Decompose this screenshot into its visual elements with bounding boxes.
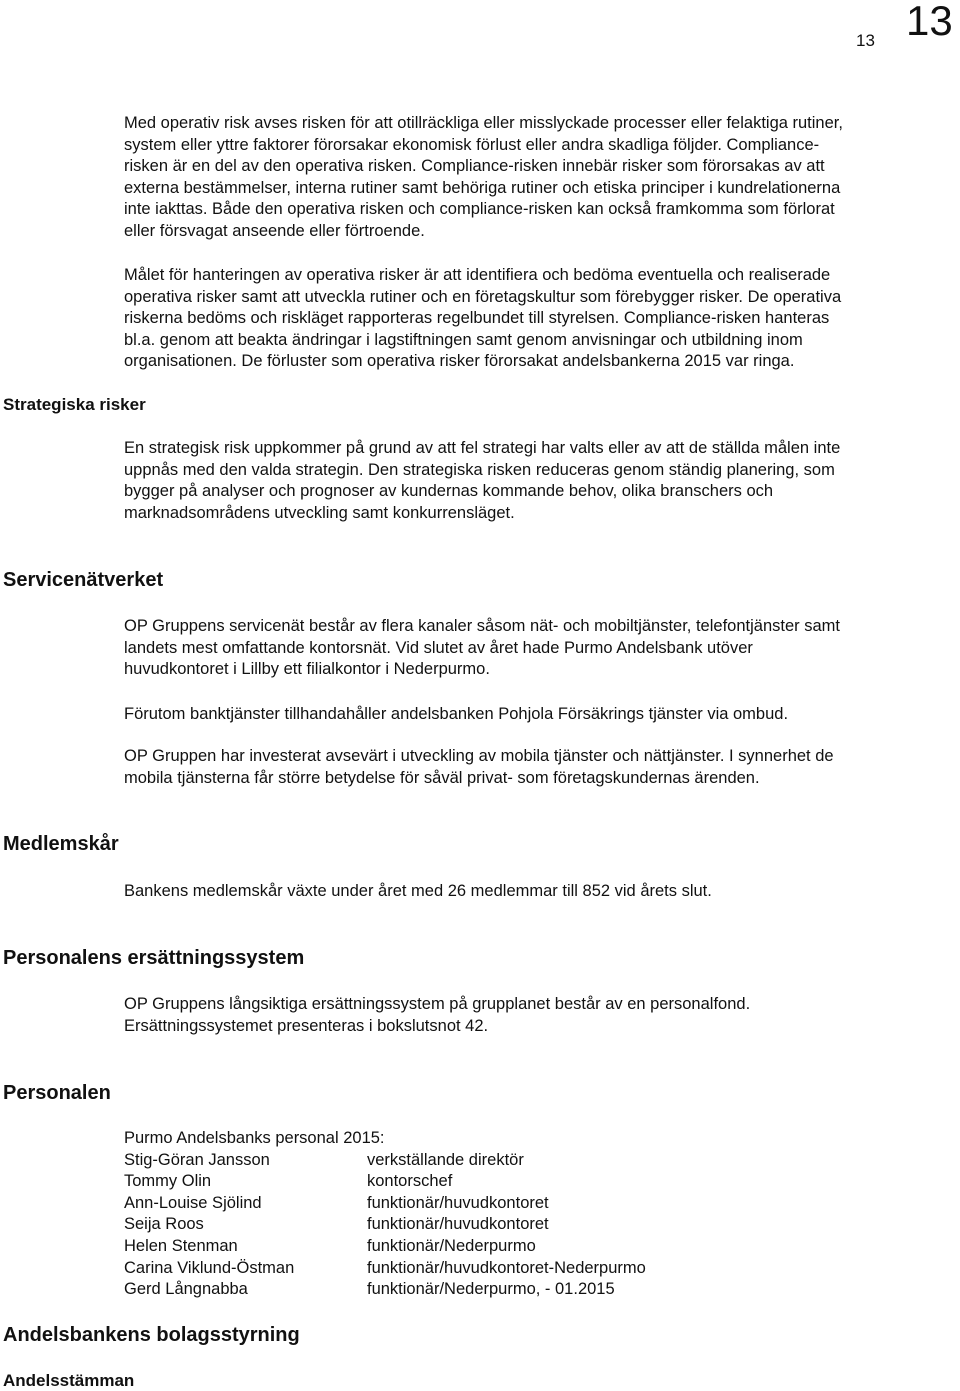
text-line: Bankens medlemskår växte under året med 26 medlemmar till 852 vid årets slut. <box>124 882 712 900</box>
staff-name: Tommy Olin <box>124 1172 212 1190</box>
staff-title: funktionär/Nederpurmo, - 01.2015 <box>367 1280 615 1298</box>
compensation-paragraph <box>124 994 950 1037</box>
service-network-paragraph-2 <box>124 704 950 726</box>
text-line: huvudkontoret i Lillby ett filialkontor i Nederpurmo. <box>124 660 490 678</box>
page-number-large: 13 <box>906 0 953 44</box>
operational-risk-paragraph-2 <box>124 265 950 373</box>
text-line: inte iakttas. Både den operativa risken och compliance-risken kan också framkomma som förlorat <box>124 200 835 218</box>
text-line: Målet för hanteringen av operativa risker är att identifiera och bedöma eventuella och realiserade <box>124 266 831 284</box>
staff-title: kontorschef <box>367 1172 453 1190</box>
service-network-paragraph-3 <box>124 746 950 789</box>
page-number-small: 13 <box>856 31 875 50</box>
text-line: bygger på analyser och prognoser av kundernas kommande behov, olika branschers och <box>124 482 774 500</box>
staff-intro <box>124 1128 950 1150</box>
staff-name: Carina Viklund-Östman <box>124 1259 295 1277</box>
text-line: Förutom banktjänster tillhandahåller andelsbanken Pohjola Försäkrings tjänster via ombud. <box>124 705 789 723</box>
staff-name: Stig-Göran Jansson <box>124 1151 270 1169</box>
staff-title: verkställande direktör <box>367 1151 524 1169</box>
text-line: OP Gruppens långsiktiga ersättningssystem på grupplanet består av en personalfond. <box>124 995 751 1013</box>
text-line: eller försvagat anseende eller förtroende. <box>124 221 425 240</box>
text-line: OP Gruppen har investerat avsevärt i utveckling av mobila tjänster och nättjänster. I synnerhet de <box>124 747 834 765</box>
operational-risk-paragraph-1 <box>124 113 950 242</box>
general-meeting-subheading: Andelsstämman <box>3 1371 135 1390</box>
strategic-risk-paragraph <box>124 438 950 524</box>
staff-name: Seija Roos <box>124 1215 204 1233</box>
text-line: Ersättningssystemet presenteras i bokslutsnot 42. <box>124 1016 489 1035</box>
governance-heading: Andelsbankens bolagsstyrning <box>3 1324 300 1346</box>
text-line: marknadsområdens utveckling samt konkurrensläget. <box>124 503 515 522</box>
text-line: risken är en del av den operativa risken. Compliance-risken innebär risker som förorsakas av att <box>124 157 825 175</box>
text-line: externa bestämmelser, interna rutiner samt behöriga rutiner och etiska principer i kundrelationerna <box>124 178 841 197</box>
service-network-paragraph-1 <box>124 616 950 681</box>
staff-title: funktionär/huvudkontoret <box>367 1194 549 1212</box>
text-line: system eller yttre faktorer förorsakar ekonomisk förlust eller andra skadliga följder. Compliance- <box>124 135 820 154</box>
text-line: organisationen. De förluster som operativa risker förorsakat andelsbankerna 2015 var ringa. <box>124 352 795 370</box>
text-line: Purmo Andelsbanks personal 2015: <box>124 1129 385 1147</box>
staff-name: Gerd Långnabba <box>124 1280 248 1298</box>
staff-heading: Personalen <box>3 1082 111 1104</box>
text-line: operativa risker samt att utveckla rutiner och en företagskultur som förebygger risker. De operativa <box>124 287 842 306</box>
membership-paragraph <box>124 881 950 903</box>
staff-title: funktionär/Nederpurmo <box>367 1237 536 1255</box>
text-line: landets mest omfattande kontorsnät. Vid slutet av året hade Purmo Andelsbank utöver <box>124 638 753 657</box>
staff-title: funktionär/huvudkontoret-Nederpurmo <box>367 1259 646 1277</box>
compensation-heading: Personalens ersättningssystem <box>3 947 305 969</box>
staff-title: funktionär/huvudkontoret <box>367 1215 549 1233</box>
text-line: mobila tjänsterna får större betydelse för såväl privat- som företagskundernas ärenden. <box>124 768 760 787</box>
text-line: En strategisk risk uppkommer på grund av att fel strategi har valts eller av att de ställda målen inte <box>124 439 841 457</box>
text-line: OP Gruppens servicenät består av flera kanaler såsom nät- och mobiltjänster, telefontjänster samt <box>124 617 840 635</box>
staff-name: Ann-Louise Sjölind <box>124 1194 262 1212</box>
text-line: bl.a. genom att beakta ändringar i lagstiftningen samt genom anvisningar och utbildning inom <box>124 330 803 349</box>
strategic-risk-heading: Strategiska risker <box>3 395 146 414</box>
text-line: riskerna bedöms och riskläget rapporteras regelbundet till styrelsen. Compliance-risken hanteras <box>124 309 830 327</box>
membership-heading: Medlemskår <box>3 833 119 855</box>
text-line: Med operativ risk avses risken för att otillräckliga eller misslyckade processer eller felaktiga rutiner, <box>124 114 843 132</box>
service-network-heading: Servicenätverket <box>3 569 164 591</box>
staff-name: Helen Stenman <box>124 1237 238 1255</box>
text-line: uppnås med den valda strategin. Den strategiska risken reduceras genom ständig planering, som <box>124 460 835 479</box>
